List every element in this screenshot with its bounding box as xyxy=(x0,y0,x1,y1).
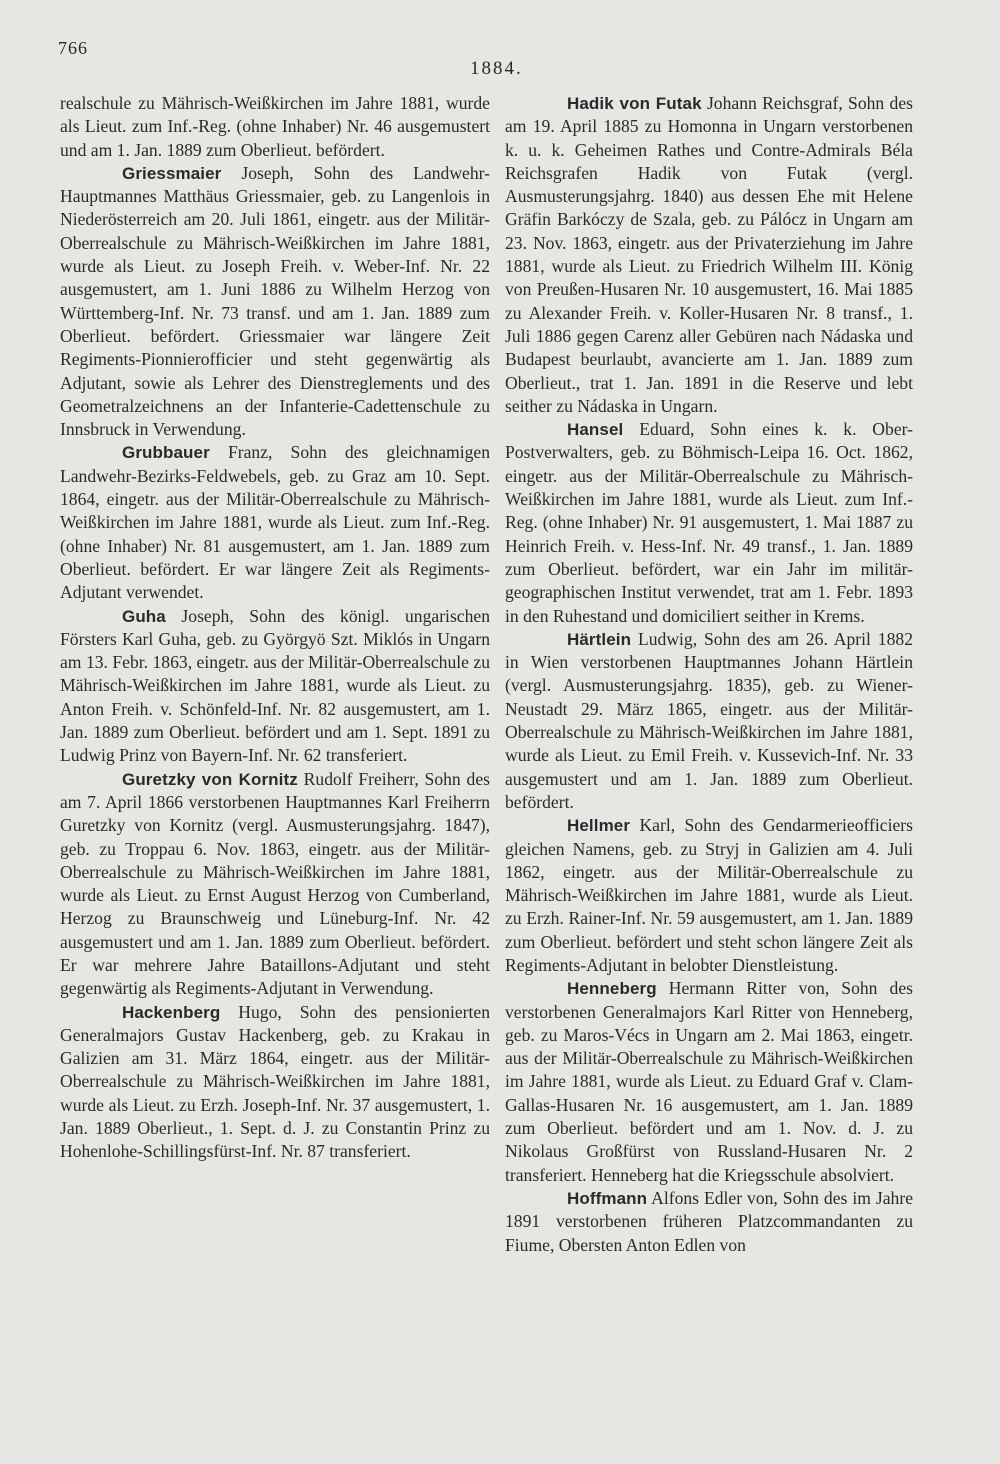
entry-surname: Härtlein xyxy=(567,629,632,649)
entry-hoffmann xyxy=(505,1187,913,1257)
entry-surname: Grubbauer xyxy=(122,443,210,463)
right-column xyxy=(505,92,913,1257)
entry-text: Johann Reichsgraf, Sohn des am 19. April 1885 zu Homonna in Ungarn verstorbenen k. u. k. Geheimen Rathes und Contre-Admirals Béla Reichsgrafen Hadik von Futak (vergl. Ausmusterungsjahrg. 1840) aus dessen Ehe mit Helene Gräfin Barkóczy de Szala, geb. zu Pálócz in Ungarn am 23. Nov. 1863, eingetr. aus der Privaterziehung im Jahre 1881, wurde als Lieut. zu Friedrich Wilhelm III. König von Preußen-Husaren Nr. 10 ausgemustert, 16. Mai 1885 zu Alexander Freih. v. Koller-Husaren Nr. 8 transf., 1. Juli 1886 gegen Carenz aller Gebüren nach Nádaska und Budapest beurlaubt, avancierte am 1. Jan. 1889 zum Oberlieut., trat 1. Jan. 1891 in die Reserve und lebt seither zu Nádaska in Ungarn. xyxy=(505,93,913,416)
entry-henneberg xyxy=(505,977,913,1187)
entry-hellmer xyxy=(505,814,913,977)
entry-grubbauer xyxy=(60,441,490,604)
entry-text: Joseph, Sohn des Landwehr-Hauptmannes Matthäus Griessmaier, geb. zu Langenlois in Niederösterreich am 20. Juli 1861, eingetr. aus der Militär-Oberrealschule zu Mährisch-Weißkirchen im Jahre 1881, wurde als Lieut. zu Joseph Freih. v. Weber-Inf. Nr. 22 ausgemustert, am 1. Juni 1886 zu Wilhelm Herzog von Württemberg-Inf. Nr. 73 transf. und am 1. Jan. 1889 zum Oberlieut. befördert. Griessmaier war längere Zeit Regiments-Pionnierofficier und steht gegenwärtig als Adjutant, sowie als Lehrer des Dienstreglements und des Geometralzeichnens an der Infanterie-Cadettenschule zu Innsbruck in Verwendung. xyxy=(60,162,490,440)
entry-griessmaier xyxy=(60,162,490,442)
entry-text: Hugo, Sohn des pensionierten Generalmajors Gustav Hackenberg, geb. zu Krakau in Galizien am 31. März 1864, eingetr. aus der Militär-Oberrealschule zu Mährisch-Weißkirchen im Jahre 1881, wurde als Lieut. zu Erzh. Joseph-Inf. Nr. 37 ausgemustert, 1. Jan. 1889 Oberlieut., 1. Sept. d. J. zu Constantin Prinz zu Hohenlohe-Schillingsfürst-Inf. Nr. 87 transferiert. xyxy=(60,1001,490,1162)
entry-text: Eduard, Sohn eines k. k. Ober-Postverwalters, geb. zu Böhmisch-Leipa 16. Oct. 1862, eingetr. aus der Militär-Oberrealschule zu Mährisch-Weißkirchen im Jahre 1881, wurde als Lieut. zum Inf.-Reg. (ohne Inhaber) Nr. 91 ausgemustert, 1. Mai 1887 zu Heinrich Freih. v. Hess-Inf. Nr. 49 transf., 1. Jan. 1889 zum Oberlieut. befördert, war ein Jahr im militär-geographischen Institut verwendet, trat am 1. Febr. 1893 in den Ruhestand und domiciliert seither in Krems. xyxy=(505,419,913,626)
entry-text: Rudolf Freiherr, Sohn des am 7. April 1866 verstorbenen Hauptmannes Karl Freiherrn Guretzky von Kornitz (vergl. Ausmusterungsjahrg. 1847), geb. zu Troppau 6. Nov. 1863, eingetr. aus der Militär-Oberrealschule zu Mährisch-Weißkirchen im Jahre 1881, wurde als Lieut. zu Ernst August Herzog von Cumberland, Herzog zu Braunschweig und Lüneburg-Inf. Nr. 42 ausgemustert und am 1. Jan. 1889 zum Oberlieut. befördert. Er war mehrere Jahre Bataillons-Adjutant und steht gegenwärtig als Regiments-Adjutant in Verwendung. xyxy=(60,768,490,999)
entry-surname: Griessmaier xyxy=(122,163,222,183)
entry-haertlein xyxy=(505,628,913,814)
entry-hansel xyxy=(505,418,913,628)
entry-surname: Hellmer xyxy=(567,816,631,836)
entry-hackenberg xyxy=(60,1001,490,1164)
entry-text: Franz, Sohn des gleichnamigen Landwehr-Bezirks-Feldwebels, geb. zu Graz am 10. Sept. 1864, eingetr. aus der Militär-Oberrealschule zu Mährisch-Weißkirchen im Jahre 1881, wurde als Lieut. zum Inf.-Reg. (ohne Inhaber) Nr. 81 ausgemustert, am 1. Jan. 1889 zum Oberlieut. befördert. Er war längere Zeit als Regiments-Adjutant verwendet. xyxy=(60,442,490,603)
entry-surname: Hackenberg xyxy=(122,1002,221,1022)
entry-hadik xyxy=(505,92,913,418)
running-head-year: 1884. xyxy=(470,58,523,79)
entry-surname: Hadik von Futak xyxy=(567,94,702,113)
entry-surname: Guha xyxy=(122,606,166,626)
entry-text: Ludwig, Sohn des am 26. April 1882 in Wien verstorbenen Hauptmannes Johann Härtlein (vergl. Ausmusterungsjahrg. 1835), geb. zu Wiener-Neustadt 29. März 1865, eingetr. aus der Militär-Oberrealschule zu Mährisch-Weißkirchen im Jahre 1881, wurde als Lieut. zu Emil Freih. v. Kussevich-Inf. Nr. 33 ausgemustert und am 1. Jan. 1889 zum Oberlieut. befördert. xyxy=(505,628,913,812)
entry-text: Karl, Sohn des Gendarmerieofficiers gleichen Namens, geb. zu Stryj in Galizien am 4. Juli 1862, eingetr. aus der Militär-Oberrealschule zu Mährisch-Weißkirchen im Jahre 1881, wurde als Lieut. zu Erzh. Rainer-Inf. Nr. 59 ausgemustert, am 1. Jan. 1889 zum Oberlieut. befördert und steht schon längere Zeit als Regiments-Adjutant in belobter Dienstleistung. xyxy=(505,815,913,975)
entry-text: realschule zu Mährisch-Weißkirchen im Jahre 1881, wurde als Lieut. zum Inf.-Reg. (ohne Inhaber) Nr. 46 ausgemustert und am 1. Jan. 1889 zum Oberlieut. befördert. xyxy=(60,93,490,160)
entry-text: Joseph, Sohn des königl. ungarischen Försters Karl Guha, geb. zu Györgyö Szt. Miklós in Ungarn am 13. Febr. 1863, eingetr. aus der Militär-Oberrealschule zu Mährisch-Weißkirchen im Jahre 1881, wurde als Lieut. zu Anton Freih. v. Schönfeld-Inf. Nr. 82 ausgemustert, am 1. Jan. 1889 zum Oberlieut. befördert und am 1. Sept. 1891 zu Ludwig Prinz von Bayern-Inf. Nr. 62 transferiert. xyxy=(60,605,490,766)
left-column xyxy=(60,92,490,1164)
entry-surname: Guretzky von Kornitz xyxy=(122,769,298,789)
page-number: 766 xyxy=(58,38,88,58)
entry-surname: Hansel xyxy=(567,420,624,440)
entry-guretzky xyxy=(60,768,490,1001)
entry-text: Hermann Ritter von, Sohn des verstorbenen Generalmajors Karl Ritter von Henneberg, geb. zu Maros-Vécs in Ungarn am 2. Mai 1863, eingetr. aus der Militär-Oberrealschule zu Mährisch-Weißkirchen im Jahre 1881, wurde als Lieut. zu Eduard Graf v. Clam-Gallas-Husaren Nr. 16 ausgemustert, am 1. Jan. 1889 zum Oberlieut. befördert und am 1. Nov. d. J. zu Nikolaus Großfürst von Russland-Husaren Nr. 2 transferiert. Henneberg hat die Kriegsschule absolviert. xyxy=(505,978,913,1185)
entry-guha xyxy=(60,605,490,768)
entry-text: Alfons Edler von, Sohn des im Jahre 1891 verstorbenen früheren Platzcommandanten zu Fiume, Obersten Anton Edlen von xyxy=(505,1187,913,1255)
entry-continuation xyxy=(60,92,490,162)
entry-surname: Hoffmann xyxy=(567,1188,648,1208)
entry-surname: Henneberg xyxy=(567,979,657,999)
